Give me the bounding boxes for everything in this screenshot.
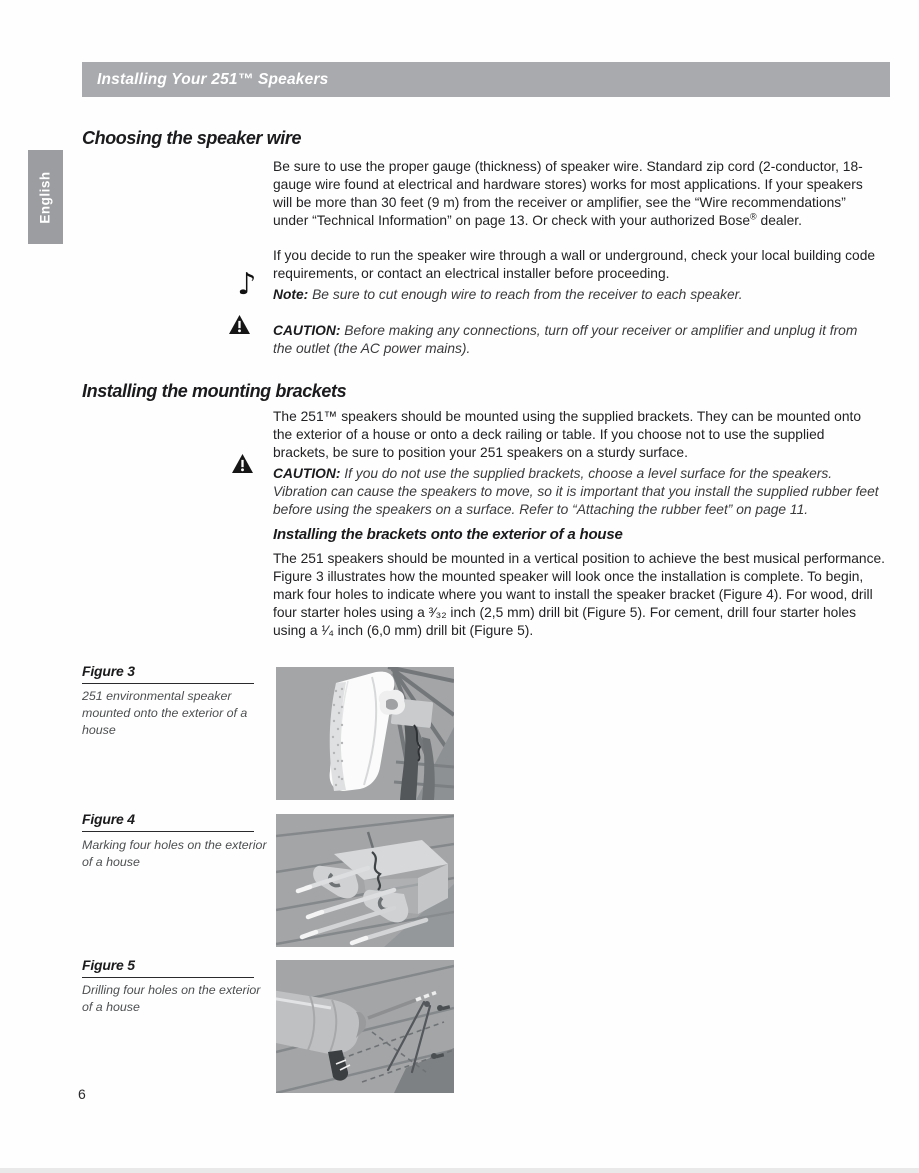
music-note-icon: ♪ xyxy=(237,267,257,302)
figure4-image-marking-holes xyxy=(276,814,454,947)
caption-line: 251 environmental speaker xyxy=(82,689,232,703)
caption-line: of a house xyxy=(82,1000,140,1014)
language-tab-english xyxy=(28,150,63,244)
paragraph-vertical-position: The 251 speakers should be mounted in a vertical position to achieve the best musical performance. Figure 3 illustrates how the mounted speaker will look once the installation is complete. To begin, mark four holes to indicate where you want to install the speaker bracket (Figure 4). For wood, drill four starter holes using a ³⁄₃₂ inch (2,5 mm) drill bit (Figure 5). For cement, drill four starter holes using a ¹⁄₄ inch (6,0 mm) drill bit (Figure 5). xyxy=(273,551,886,638)
figure5-caption xyxy=(82,982,277,1016)
note-text: Be sure to cut enough wire to reach from the receiver to each speaker. xyxy=(312,287,743,302)
registered-trademark-symbol: ® xyxy=(750,211,757,222)
caption-line: mounted onto the exterior of a xyxy=(82,706,248,720)
warning-triangle-icon xyxy=(228,314,251,335)
caption-line: of a house xyxy=(82,855,140,869)
figure3-label: Figure 3 xyxy=(82,663,254,684)
figure4-label: Figure 4 xyxy=(82,811,254,832)
language-tab-label: English xyxy=(38,170,54,224)
page-bottom-edge xyxy=(0,1168,919,1173)
caution-block-level-surface xyxy=(273,465,881,519)
figure5-image-drilling-holes xyxy=(276,960,454,1093)
caution-block-connections xyxy=(273,322,873,358)
caption-line: Drilling four holes on the exterior xyxy=(82,983,261,997)
page-header-title: Installing Your 251™ Speakers xyxy=(97,70,329,88)
page-number: 6 xyxy=(78,1086,86,1102)
paragraph-text: dealer. xyxy=(760,213,802,228)
note-label: Note: xyxy=(273,287,309,302)
paragraph-wall-underground: If you decide to run the speaker wire through a wall or underground, check your local building code requirements, or contact an electrical installer before proceeding. xyxy=(273,248,876,281)
caution-text: If you do not use the supplied brackets, choose a level surface for the speakers. Vibration can cause the speakers to move, so it is important that you install the supplied rubber feet before using the speakers on a surface. Refer to “Attaching the rubber feet” on page 11. xyxy=(273,466,879,517)
caution-label: CAUTION: xyxy=(273,466,341,481)
paragraph-mounting-brackets: The 251™ speakers should be mounted using the supplied brackets. They can be mounted onto the exterior of a house or onto a deck railing or table. If you choose not to use the supplied brackets, be sure to position your 251 speakers on a sturdy surface. xyxy=(273,409,862,460)
figure4-caption xyxy=(82,837,277,871)
caption-line: Marking four holes on the exterior xyxy=(82,838,267,852)
caution-label: CAUTION: xyxy=(273,323,341,338)
figure3-caption xyxy=(82,688,277,739)
figure3-image-speaker-mounted xyxy=(276,667,454,800)
paragraph-text: Be sure to use the proper gauge (thickness) of speaker wire. Standard zip cord (2-conductor, 18-gauge wire found at electrical and hardware stores) works for most applications. If your speakers will be more than 30 feet (9 m) from the receiver or amplifier, see the “Wire recommendations” under “Technical Information” on page 13. Or check with your authorized Bose xyxy=(273,159,863,228)
caution-text: Before making any connections, turn off your receiver or amplifier and unplug it from the outlet (the AC power mains). xyxy=(273,323,858,356)
subsection-heading-exterior-house: Installing the brackets onto the exterior of a house xyxy=(273,526,623,543)
paragraph-speaker-wire xyxy=(273,158,878,230)
note-block xyxy=(273,286,878,304)
caption-line: house xyxy=(82,723,116,737)
figure5-label: Figure 5 xyxy=(82,957,254,978)
warning-triangle-icon xyxy=(231,453,254,474)
section-heading-choosing-speaker-wire: Choosing the speaker wire xyxy=(82,128,302,148)
section-heading-installing-brackets: Installing the mounting brackets xyxy=(82,381,347,401)
page-header-bar xyxy=(82,62,890,97)
